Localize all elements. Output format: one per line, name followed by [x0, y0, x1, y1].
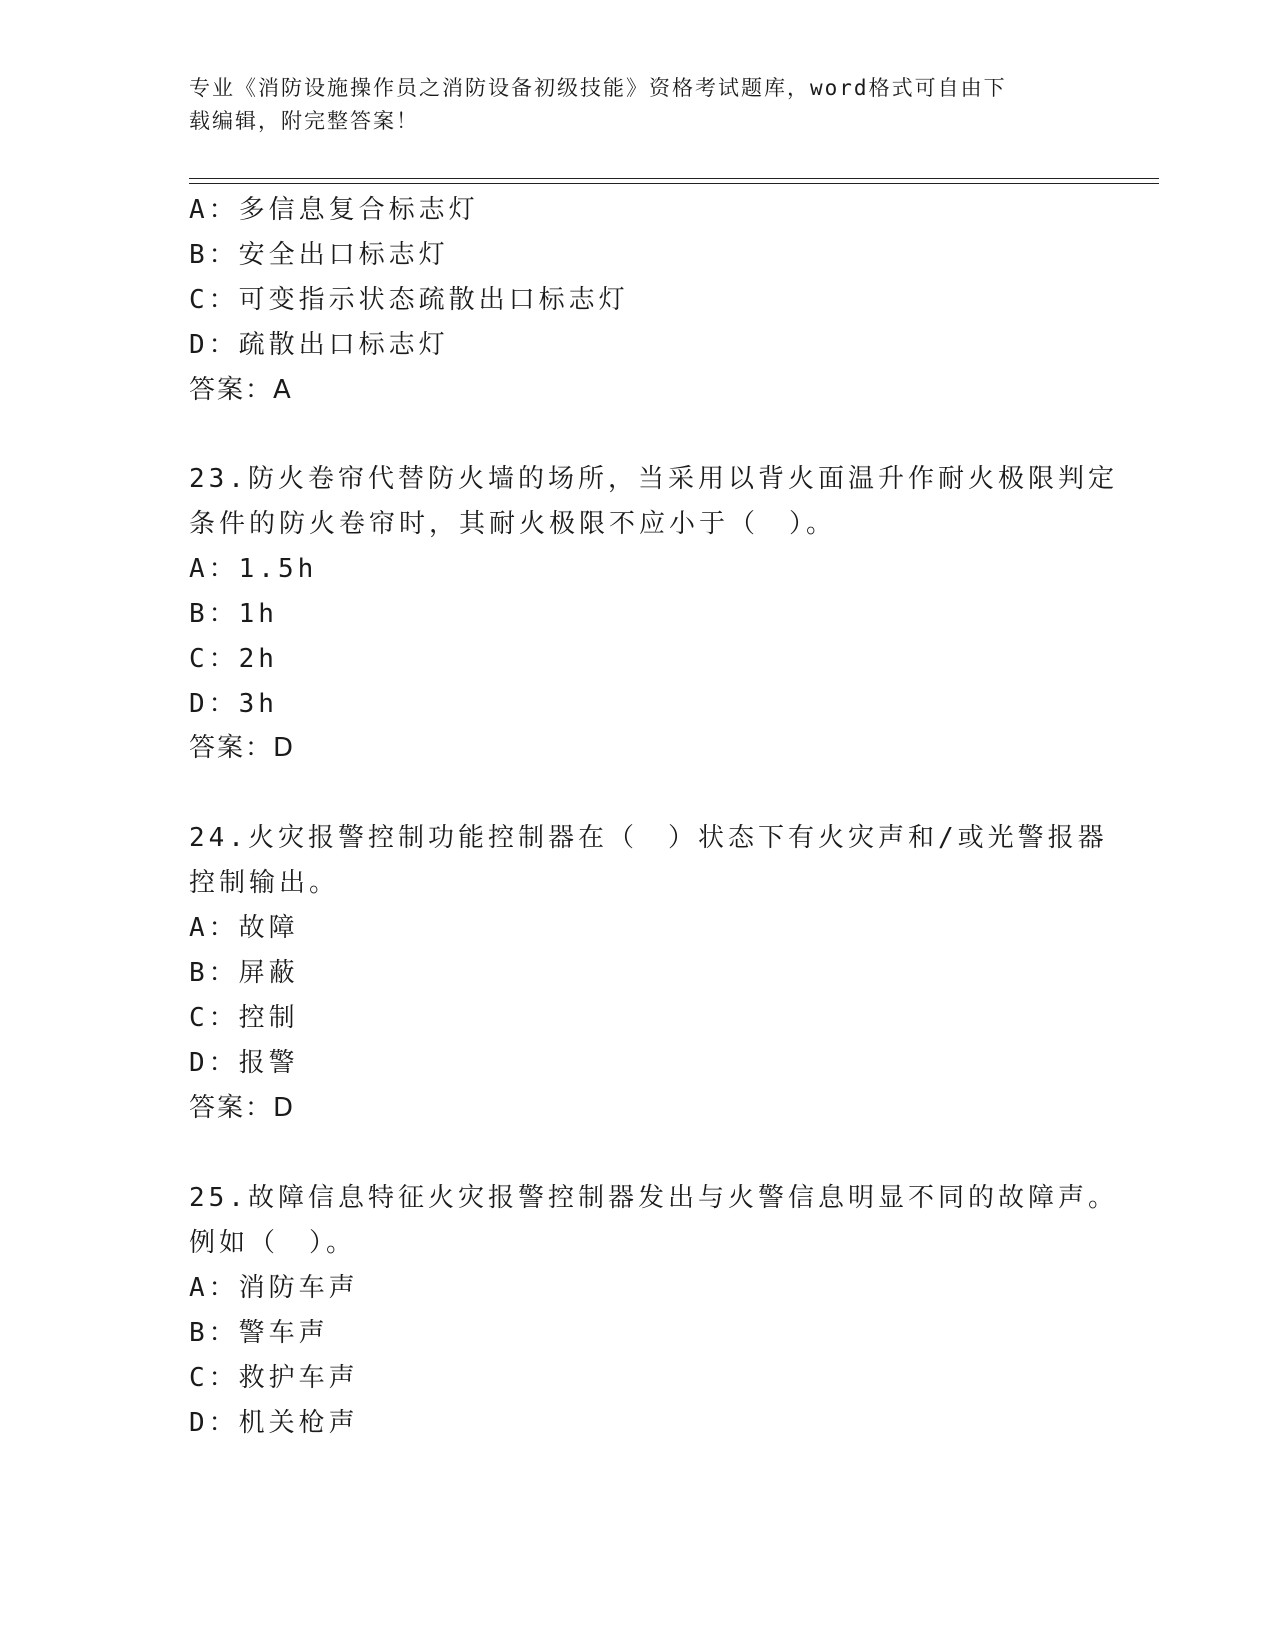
q23-stem-line-2: 条件的防火卷帘时，其耐火极限不应小于（ ）。: [189, 509, 837, 539]
q25-stem-line-1: 25.故障信息特征火灾报警控制器发出与火警信息明显不同的故障声。: [189, 1183, 1118, 1213]
q23-option-d: D：3h: [189, 689, 278, 719]
q23-option-c: C：2h: [189, 644, 278, 674]
q22-option-d: D：疏散出口标志灯: [189, 330, 449, 360]
q24-option-c: C：控制: [189, 1003, 299, 1033]
header-divider-top: [189, 178, 1159, 179]
q23-option-a: A：1.5h: [189, 554, 318, 584]
q24-stem-line-2: 控制输出。: [189, 868, 340, 898]
q23-stem-line-1: 23.防火卷帘代替防火墙的场所，当采用以背火面温升作耐火极限判定: [189, 464, 1118, 494]
q22-option-a: A：多信息复合标志灯: [189, 195, 479, 225]
header-line-2: 载编辑，附完整答案！: [189, 109, 419, 133]
q24-option-b: B：屏蔽: [189, 958, 299, 988]
q24-option-d: D：报警: [189, 1048, 299, 1078]
q25-option-d: D：机关枪声: [189, 1408, 359, 1438]
q22-option-b: B：安全出口标志灯: [189, 240, 449, 270]
q24-option-a: A：故障: [189, 913, 299, 943]
document-header: [189, 72, 1089, 138]
header-divider-bottom: [189, 183, 1159, 184]
q25-option-a: A：消防车声: [189, 1273, 359, 1303]
q25-option-b: B：警车声: [189, 1318, 329, 1348]
q24-stem-line-1: 24.火灾报警控制功能控制器在（ ）状态下有火灾声和/或光警报器: [189, 823, 1108, 853]
header-line-1: 专业《消防设施操作员之消防设备初级技能》资格考试题库，word格式可自由下: [189, 76, 1007, 100]
q23-answer: 答案：D: [189, 733, 296, 763]
q22-answer: 答案：A: [189, 375, 293, 405]
q22-option-c: C：可变指示状态疏散出口标志灯: [189, 285, 629, 315]
q25-stem-line-2: 例如（ ）。: [189, 1228, 357, 1258]
q25-option-c: C：救护车声: [189, 1363, 359, 1393]
q24-answer: 答案：D: [189, 1093, 296, 1123]
q23-option-b: B：1h: [189, 599, 278, 629]
